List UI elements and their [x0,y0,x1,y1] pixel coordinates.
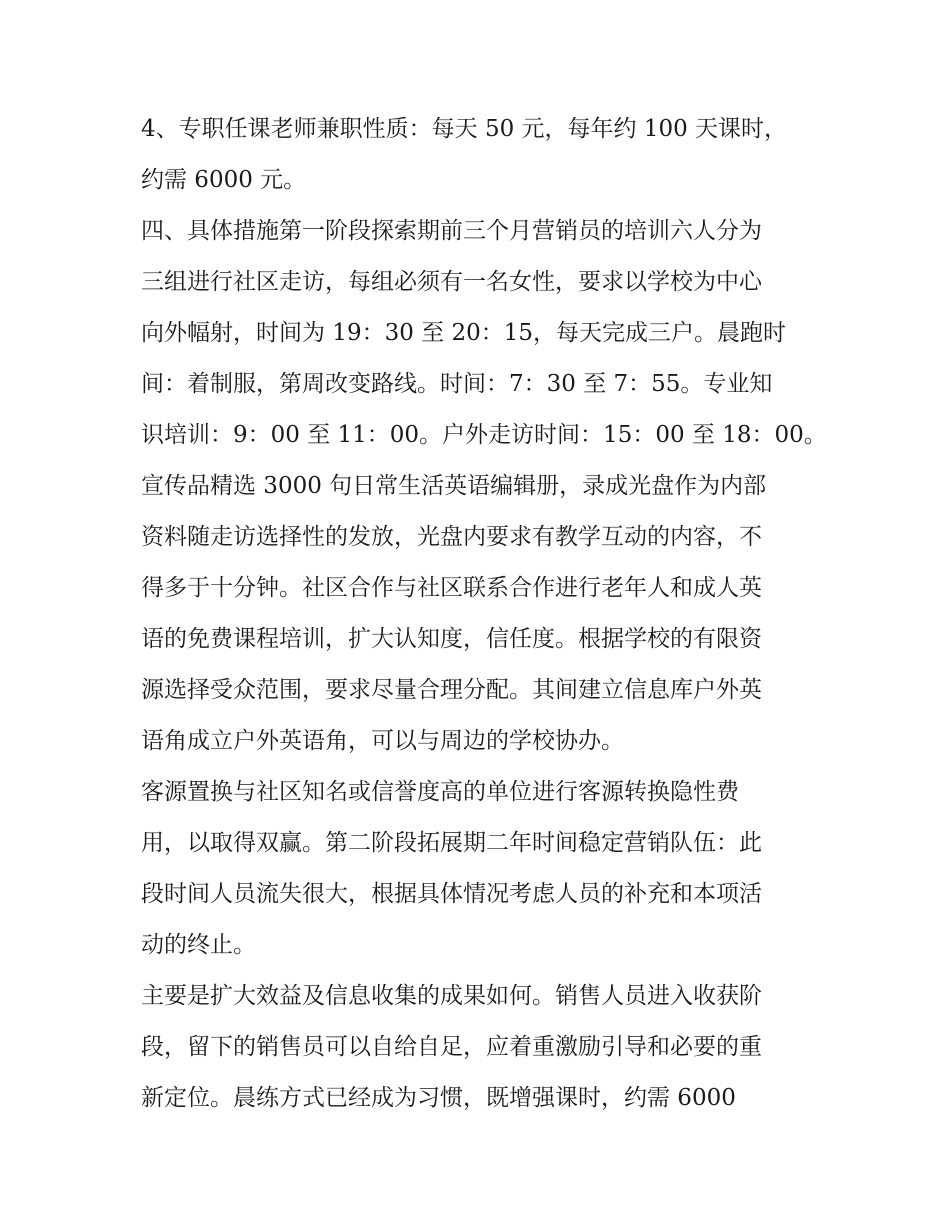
text-line: 得多于十分钟。社区合作与社区联系合作进行老年人和成人英 [141,575,762,601]
text-line: 客源置换与社区知名或信誉度高的单位进行客源转换隐性费 [141,779,739,805]
document-body [141,104,827,1124]
text-line: 语的免费课程培训，扩大认知度，信任度。根据学校的有限资 [141,626,762,652]
text-line: 间：着制服，第周改变路线。时间：7：30 至 7：55。专业知 [141,371,773,397]
text-line: 源选择受众范围，要求尽量合理分配。其间建立信息库户外英 [141,677,762,703]
text-line: 4、专职任课老师兼职性质：每天 50 元，每年约 100 天课时， [141,116,788,142]
text-line: 新定位。晨练方式已经成为习惯，既增强课时，约需 6000 [141,1085,736,1111]
text-line: 主要是扩大效益及信息收集的成果如何。销售人员进入收获阶 [141,983,762,1009]
text-line: 宣传品精选 3000 句日常生活英语编辑册，录成光盘作为内部 [141,473,767,499]
text-line: 四、具体措施第一阶段探索期前三个月营销员的培训六人分为 [141,218,762,244]
text-line: 语角成立户外英语角，可以与周边的学校协办。 [141,728,624,754]
text-line: 识培训：9：00 至 11：00。户外走访时间：15：00 至 18：00。 [141,422,827,448]
text-line: 用，以取得双赢。第二阶段拓展期二年时间稳定营销队伍：此 [141,830,762,856]
text-line: 向外幅射，时间为 19：30 至 20：15，每天完成三户。晨跑时 [141,320,786,346]
text-line: 约需 6000 元。 [141,167,307,193]
text-line: 段时间人员流失很大，根据具体情况考虑人员的补充和本项活 [141,881,762,907]
text-line: 资料随走访选择性的发放，光盘内要求有教学互动的内容，不 [141,524,762,550]
text-line: 段，留下的销售员可以自给自足，应着重激励引导和必要的重 [141,1034,762,1060]
text-line: 三组进行社区走访，每组必须有一名女性，要求以学校为中心 [141,269,762,295]
text-line: 动的终止。 [141,932,256,958]
